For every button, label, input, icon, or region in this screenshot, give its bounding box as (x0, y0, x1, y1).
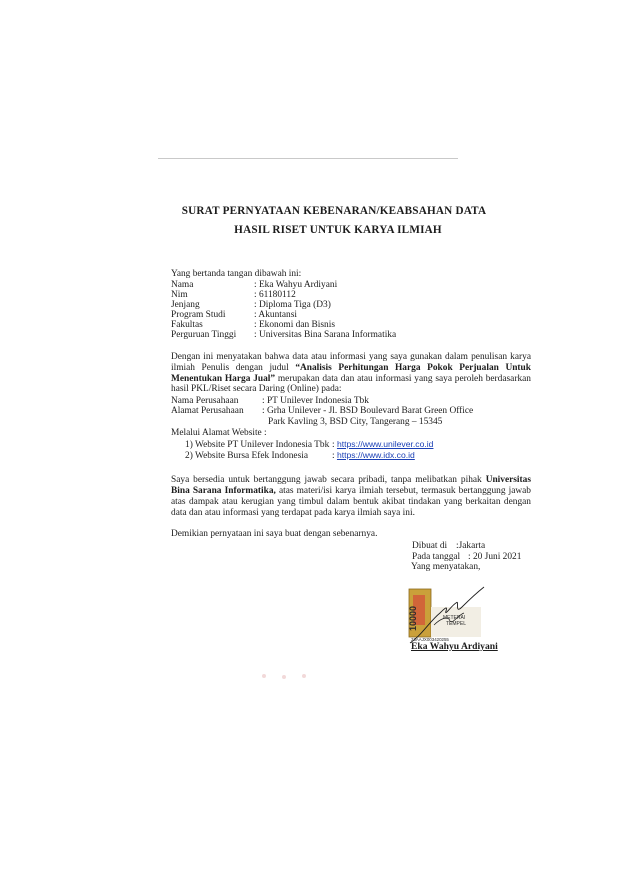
closing-text: Demikian pernyataan ini saya buat dengan sebenarnya. (171, 529, 378, 539)
date-value: : 20 Juni 2021 (468, 552, 522, 562)
website-sep: : (332, 451, 337, 461)
identity-row-fakultas (171, 320, 335, 330)
company-address-value-2: Park Kavling 3, BSD City, Tangerang – 15345 (268, 417, 443, 427)
document-title-line2: HASIL RISET UNTUK KARYA ILMIAH (234, 224, 442, 236)
company-address-row-2 (268, 417, 442, 427)
company-name-row (171, 396, 369, 406)
identity-value: : Akuntansi (254, 310, 297, 320)
responsibility-paragraph (171, 475, 531, 519)
identity-row-program-studi (171, 310, 297, 320)
company-name-value: : PT Unilever Indonesia Tbk (262, 396, 369, 406)
company-name-label: Nama Perusahaan (171, 396, 239, 406)
website-row-idx (185, 450, 415, 461)
identity-label: Program Studi (171, 310, 226, 320)
website-label: Melalui Alamat Website : (171, 428, 267, 438)
company-address-value: : Grha Unilever - Jl. BSD Boulevard Barat Green Office (262, 406, 474, 416)
identity-label: Perguruan Tinggi (171, 330, 237, 340)
declarer-text: Yang menyatakan, (411, 562, 481, 572)
company-address-label: Alamat Perusahaan (171, 406, 244, 416)
intro-text: Yang bertanda tangan dibawah ini: (171, 269, 302, 279)
thesis-title: “Analisis Perhitungan Harga Pokok Perjualan Untuk Menentukan Harga Jual” (171, 362, 531, 384)
identity-row-nim (171, 290, 296, 300)
scan-speck (282, 675, 286, 679)
scan-speck (302, 674, 306, 678)
stamp-amount: 10000 (408, 605, 418, 631)
university-name-bold: Universitas Bina Sarana Informatika, (171, 475, 531, 496)
identity-value: : Universitas Bina Sarana Informatika (254, 330, 397, 340)
statement-paragraph (171, 352, 531, 395)
signature-place-row (412, 541, 485, 551)
unilever-website-link[interactable]: https://www.unilever.co.id (336, 439, 434, 449)
statement-text-cont: merupakan data dan atau informasi yang saya peroleh berdasarkan hasil PKL/Riset secara Daring (Online) pada: (171, 373, 531, 395)
signature-date-row (412, 552, 521, 562)
website-name: 2) Website Bursa Efek Indonesia (185, 451, 308, 461)
identity-label: Fakultas (171, 320, 203, 330)
website-row-unilever (185, 439, 433, 450)
website-sep: : (332, 440, 337, 450)
date-label: Pada tanggal (412, 552, 461, 562)
identity-row-jenjang (171, 300, 331, 310)
stamp-label-1: METERAI (443, 615, 466, 621)
statement-text: Dengan ini menyatakan bahwa data atau informasi yang saya gunakan dalam penulisan karya ilmiah Penulis dengan judul (171, 352, 531, 373)
company-address-row (171, 406, 473, 416)
website-name: 1) Website PT Unilever Indonesia Tbk (185, 440, 330, 450)
identity-label: Nama (171, 280, 194, 290)
place-value: :Jakarta (456, 541, 486, 551)
identity-value: : Diploma Tiga (D3) (254, 300, 331, 310)
responsibility-text: Saya bersedia untuk bertanggung jawab secara pribadi, tanpa melibatkan pihak (171, 475, 486, 485)
place-label: Dibuat di (412, 541, 448, 551)
stamp-label-2: TEMPEL (446, 621, 467, 627)
identity-value: : Eka Wahyu Ardiyani (254, 280, 338, 290)
identity-row-perguruan-tinggi (171, 330, 396, 340)
scan-speck (262, 674, 266, 678)
identity-label: Nim (171, 290, 188, 300)
header-divider (158, 158, 458, 159)
responsibility-text-cont: atas materi/isi karya ilmiah tersebut, termasuk bertanggung jawab atas dampak atau kerugian yang timbul dalam bentuk akibat tindakan yang berkaitan dengan data dan atau informasi yang terdapat pada karya ilmiah saya ini. (171, 485, 531, 518)
identity-value: : 61180112 (254, 290, 296, 300)
meterai-stamp (404, 585, 486, 645)
stamp-serial: 33AAJX003420255 (411, 637, 449, 642)
document-title-line1: SURAT PERNYATAAN KEBENARAN/KEABSAHAN DATA (181, 205, 487, 217)
identity-row-nama (171, 280, 337, 290)
signatory-name: Eka Wahyu Ardiyani (411, 641, 498, 652)
idx-website-link[interactable]: https://www.idx.co.id (336, 450, 415, 460)
identity-value: : Ekonomi dan Bisnis (254, 320, 335, 330)
identity-label: Jenjang (171, 300, 200, 310)
